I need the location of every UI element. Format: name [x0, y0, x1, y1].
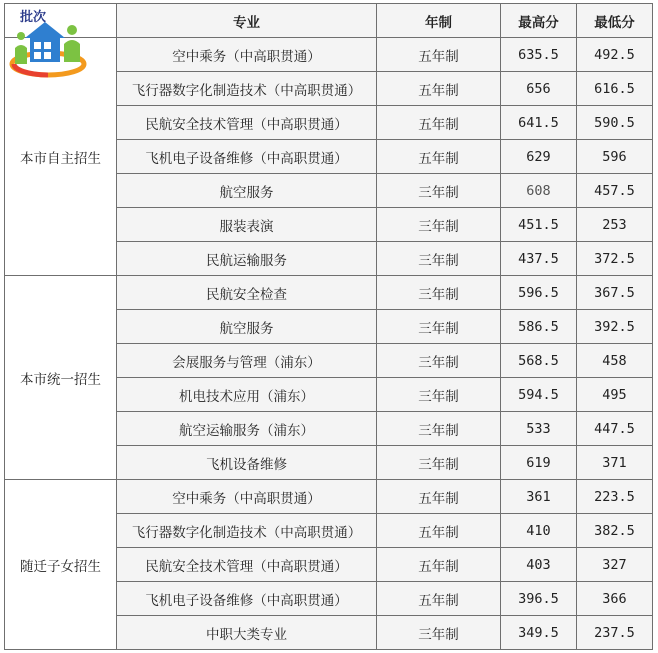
- max-score-cell: 619: [501, 446, 577, 480]
- header-max-score: 最高分: [501, 4, 577, 38]
- duration-cell: 三年制: [377, 412, 501, 446]
- major-cell: 服装表演: [117, 208, 377, 242]
- min-score-cell: 371: [577, 446, 653, 480]
- max-score-cell: 533: [501, 412, 577, 446]
- max-score-cell: 349.5: [501, 616, 577, 650]
- max-score-cell: 594.5: [501, 378, 577, 412]
- admission-score-table: [4, 3, 653, 650]
- major-cell: 民航安全技术管理（中高职贯通）: [117, 106, 377, 140]
- min-score-cell: 367.5: [577, 276, 653, 310]
- max-score-cell: 396.5: [501, 582, 577, 616]
- max-score-cell: 629: [501, 140, 577, 174]
- corner-label: 批次: [20, 9, 47, 24]
- header-min-score: 最低分: [577, 4, 653, 38]
- major-cell: 空中乘务（中高职贯通）: [117, 38, 377, 72]
- min-score-cell: 372.5: [577, 242, 653, 276]
- duration-cell: 五年制: [377, 140, 501, 174]
- min-score-cell: 492.5: [577, 38, 653, 72]
- min-score-cell: 495: [577, 378, 653, 412]
- duration-cell: 三年制: [377, 616, 501, 650]
- min-score-cell: 382.5: [577, 514, 653, 548]
- min-score-cell: 458: [577, 344, 653, 378]
- duration-cell: 五年制: [377, 548, 501, 582]
- max-score-cell: 410: [501, 514, 577, 548]
- major-cell: 会展服务与管理（浦东）: [117, 344, 377, 378]
- house-logo-icon: [8, 6, 88, 80]
- min-score-cell: 223.5: [577, 480, 653, 514]
- duration-cell: 五年制: [377, 480, 501, 514]
- max-score-cell: 635.5: [501, 38, 577, 72]
- max-score-cell: 403: [501, 548, 577, 582]
- duration-cell: 三年制: [377, 446, 501, 480]
- major-cell: 机电技术应用（浦东）: [117, 378, 377, 412]
- max-score-cell: 451.5: [501, 208, 577, 242]
- duration-cell: 三年制: [377, 208, 501, 242]
- table-header-row: [5, 4, 653, 38]
- major-cell: 飞机电子设备维修（中高职贯通）: [117, 140, 377, 174]
- min-score-cell: 596: [577, 140, 653, 174]
- duration-cell: 五年制: [377, 106, 501, 140]
- max-score-cell: 656: [501, 72, 577, 106]
- duration-cell: 五年制: [377, 582, 501, 616]
- duration-cell: 三年制: [377, 378, 501, 412]
- min-score-cell: 366: [577, 582, 653, 616]
- min-score-cell: 237.5: [577, 616, 653, 650]
- major-cell: 民航安全技术管理（中高职贯通）: [117, 548, 377, 582]
- major-cell: 飞机设备维修: [117, 446, 377, 480]
- max-score-cell: 641.5: [501, 106, 577, 140]
- major-cell: 民航运输服务: [117, 242, 377, 276]
- major-cell: 航空服务: [117, 174, 377, 208]
- max-score-cell: 361: [501, 480, 577, 514]
- duration-cell: 五年制: [377, 38, 501, 72]
- min-score-cell: 616.5: [577, 72, 653, 106]
- major-cell: 民航安全检查: [117, 276, 377, 310]
- header-major: 专业: [117, 4, 377, 38]
- max-score-cell: 568.5: [501, 344, 577, 378]
- duration-cell: 三年制: [377, 276, 501, 310]
- duration-cell: 三年制: [377, 174, 501, 208]
- major-cell: 飞机电子设备维修（中高职贯通）: [117, 582, 377, 616]
- min-score-cell: 392.5: [577, 310, 653, 344]
- min-score-cell: 590.5: [577, 106, 653, 140]
- group-label: 本市自主招生: [5, 38, 117, 276]
- duration-cell: 三年制: [377, 344, 501, 378]
- table-row: [5, 480, 653, 514]
- site-logo: [8, 6, 88, 80]
- major-cell: 中职大类专业: [117, 616, 377, 650]
- duration-cell: 五年制: [377, 72, 501, 106]
- max-score-cell: 437.5: [501, 242, 577, 276]
- major-cell: 飞行器数字化制造技术（中高职贯通）: [117, 72, 377, 106]
- group-label: 本市统一招生: [5, 276, 117, 480]
- major-cell: 航空服务: [117, 310, 377, 344]
- max-score-cell: 586.5: [501, 310, 577, 344]
- min-score-cell: 327: [577, 548, 653, 582]
- header-duration: 年制: [377, 4, 501, 38]
- major-cell: 飞行器数字化制造技术（中高职贯通）: [117, 514, 377, 548]
- max-score-cell: 608: [501, 174, 577, 208]
- major-cell: 空中乘务（中高职贯通）: [117, 480, 377, 514]
- duration-cell: 五年制: [377, 514, 501, 548]
- table-row: [5, 276, 653, 310]
- duration-cell: 三年制: [377, 310, 501, 344]
- group-label: 随迁子女招生: [5, 480, 117, 650]
- table-row: [5, 38, 653, 72]
- min-score-cell: 447.5: [577, 412, 653, 446]
- max-score-cell: 596.5: [501, 276, 577, 310]
- duration-cell: 三年制: [377, 242, 501, 276]
- major-cell: 航空运输服务（浦东）: [117, 412, 377, 446]
- min-score-cell: 457.5: [577, 174, 653, 208]
- min-score-cell: 253: [577, 208, 653, 242]
